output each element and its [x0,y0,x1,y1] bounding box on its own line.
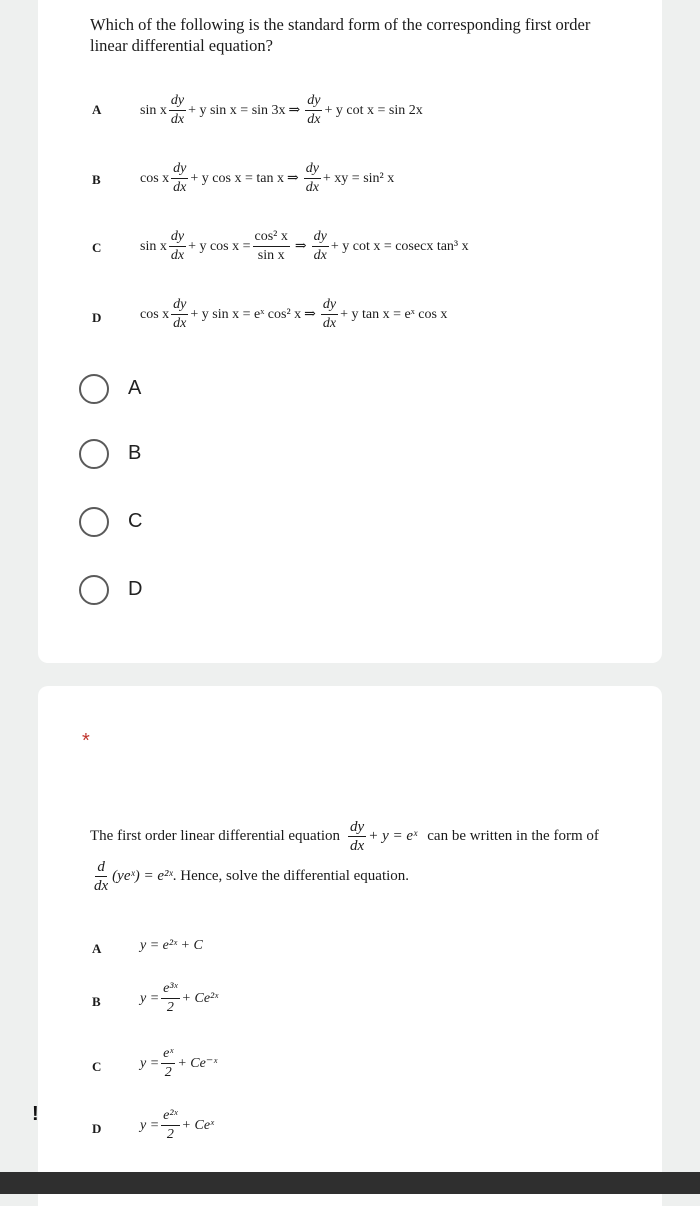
q1-option-d-equation: cos x $\frac{dy}{dx}$ + y sin x = eˣ cos² x ⇒ $\frac{dy}{dx}$ + y tan x = eˣ cos x [140,297,448,331]
question-1-prompt: Which of the following is the standard form of the corresponding first order linear differential equation? [90,15,591,55]
question-2-line-2: $\frac{d}{dx}$ (yeˣ) = e²ˣ . Hence, solve the differential equation. [94,859,410,894]
q1-option-c-letter: C [92,240,102,255]
q2-option-a-equation: y = e²ˣ + C [140,938,203,953]
question-card-2 [38,686,662,1206]
required-asterisk: * [82,730,90,752]
q2-option-c-letter: C [92,1059,102,1074]
radio-choice-b[interactable] [79,439,109,469]
radio-choice-d[interactable] [79,575,109,605]
radio-label-c[interactable]: C [128,510,143,532]
q2-option-b-equation: y = $\frac{\text{e³ˣ}}{2}$ + Ce²ˣ [140,981,219,1015]
radio-choice-c[interactable] [79,507,109,537]
q2-option-b-letter: B [92,994,101,1009]
q1-option-a-letter: A [92,102,102,117]
bottom-bar [0,1172,700,1194]
radio-choice-a[interactable] [79,374,109,404]
q1-option-c-equation: sin x $\frac{dy}{dx}$ + y cos x = $\frac{\text{cos² x}}{\text{sin x}}$ ⇒ $\frac{dy}{dx}$ + y cot x = cosecx tan³ x [140,229,469,263]
radio-label-d[interactable]: D [128,578,143,600]
q2-option-d-equation: y = $\frac{\text{e²ˣ}}{2}$ + Ceˣ [140,1108,214,1142]
question-2-line-1: The first order linear differential equation $\frac{dy}{dx}$ + y = eˣ can be written in the form of [90,819,599,854]
q2-option-a-letter: A [92,941,102,956]
radio-label-a[interactable]: A [128,377,142,399]
alert-icon: ! [32,1103,39,1125]
q1-option-b-letter: B [92,172,101,187]
q1-option-d-letter: D [92,310,102,325]
q2-option-c-equation: y = $\frac{\text{eˣ}}{2}$ + Ce⁻ˣ [140,1046,218,1080]
q1-option-a-equation: sin x $\frac{dy}{dx}$ + y sin x = sin 3x ⇒ $\frac{dy}{dx}$ + y cot x = sin 2x [140,93,423,127]
q2-option-d-letter: D [92,1121,102,1136]
radio-label-b[interactable]: B [128,442,142,464]
q1-option-b-equation: cos x $\frac{dy}{dx}$ + y cos x = tan x ⇒ $\frac{dy}{dx}$ + xy = sin² x [140,161,395,195]
